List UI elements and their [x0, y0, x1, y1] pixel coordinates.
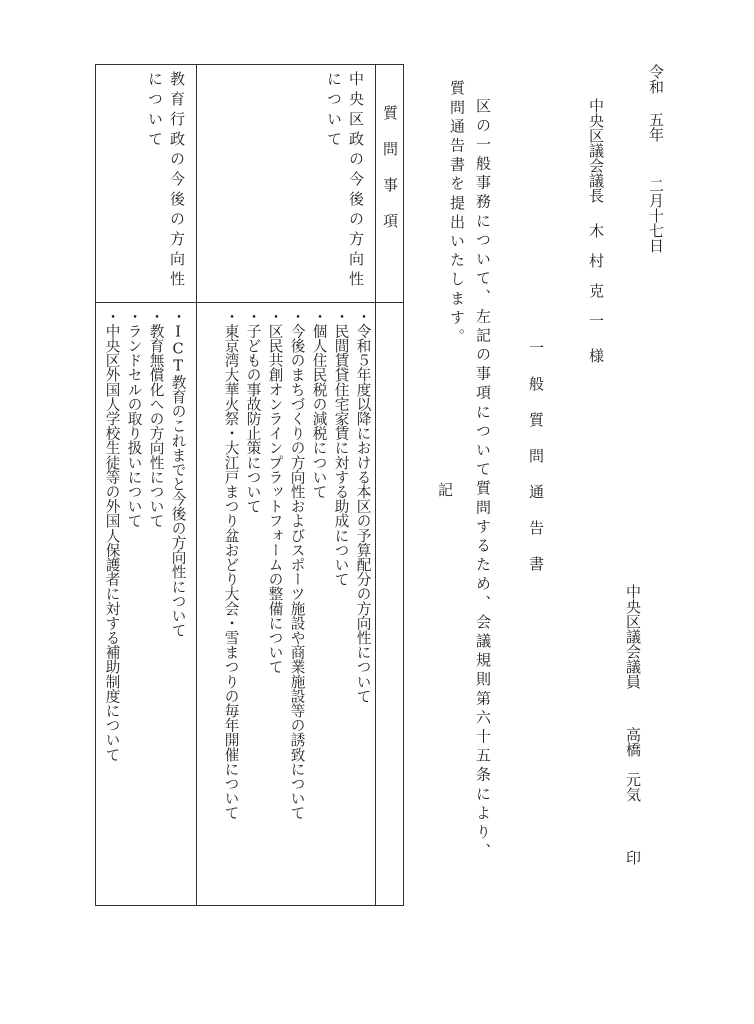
list-item: ・個人住民税の減税について	[310, 309, 328, 499]
section-2-title-line-1: 教育行政の今後の方向性	[168, 71, 186, 291]
list-item: ・東京湾大華火祭・大江戸まつり盆おどり大会・雪まつりの毎年開催について	[222, 309, 240, 820]
section-1-title-line-2: について	[325, 71, 343, 151]
author-title: 中央区議会議員	[624, 584, 642, 689]
ki-label: 記	[436, 482, 454, 497]
table-header-divider	[375, 65, 376, 905]
list-item: ・今後のまちづくりの方向性およびスポーツ施設や商業施設等の誘致について	[288, 309, 306, 820]
table-section-divider	[196, 65, 197, 905]
body-text-line-2: 質問通告書を提出いたします。	[448, 80, 466, 348]
document-title: 一般質問通告書	[527, 340, 545, 592]
section-1-title-line-1: 中央区政の今後の方向性	[347, 71, 365, 291]
list-item: ・令和５年度以降における本区の予算配分の方向性について	[354, 309, 372, 704]
list-item: ・区民共創オンラインプラットフォームの整備について	[266, 309, 284, 674]
date-monthday: 二月十七日	[647, 178, 665, 253]
list-item: ・ICT教育のこれまでと今後の方向性について	[169, 309, 187, 638]
list-item: ・民間賃貸住宅家賃に対する助成について	[332, 309, 350, 587]
author-name: 高橋 元気	[624, 727, 642, 802]
question-table	[95, 64, 404, 906]
table-horizontal-rule	[96, 302, 403, 303]
list-item: ・子どもの事故防止策について	[244, 309, 262, 514]
addressee-name: 木 村 克 一	[587, 223, 605, 328]
date	[645, 64, 667, 253]
author	[622, 584, 644, 865]
section-2-title-line-2: について	[146, 71, 164, 151]
seal-mark: 印	[624, 850, 642, 865]
addressee	[585, 98, 607, 363]
addressee-honorific: 様	[587, 348, 605, 363]
table-header-label: 質問事項	[381, 105, 399, 249]
date-year: 五年	[647, 112, 665, 142]
addressee-title: 中央区議会議長	[587, 98, 605, 203]
list-item: ・教育無償化への方向性について	[147, 309, 165, 528]
body-text-line-1: 区の一般事務について、左記の事項について質問するため、会議規則第六十五条により、	[474, 98, 492, 862]
list-item: ・中央区外国人学校生徒等の外国人保護者に対する補助制度について	[103, 309, 121, 762]
list-item: ・ランドセルの取り扱いについて	[125, 309, 143, 528]
date-era: 令和	[647, 64, 665, 94]
